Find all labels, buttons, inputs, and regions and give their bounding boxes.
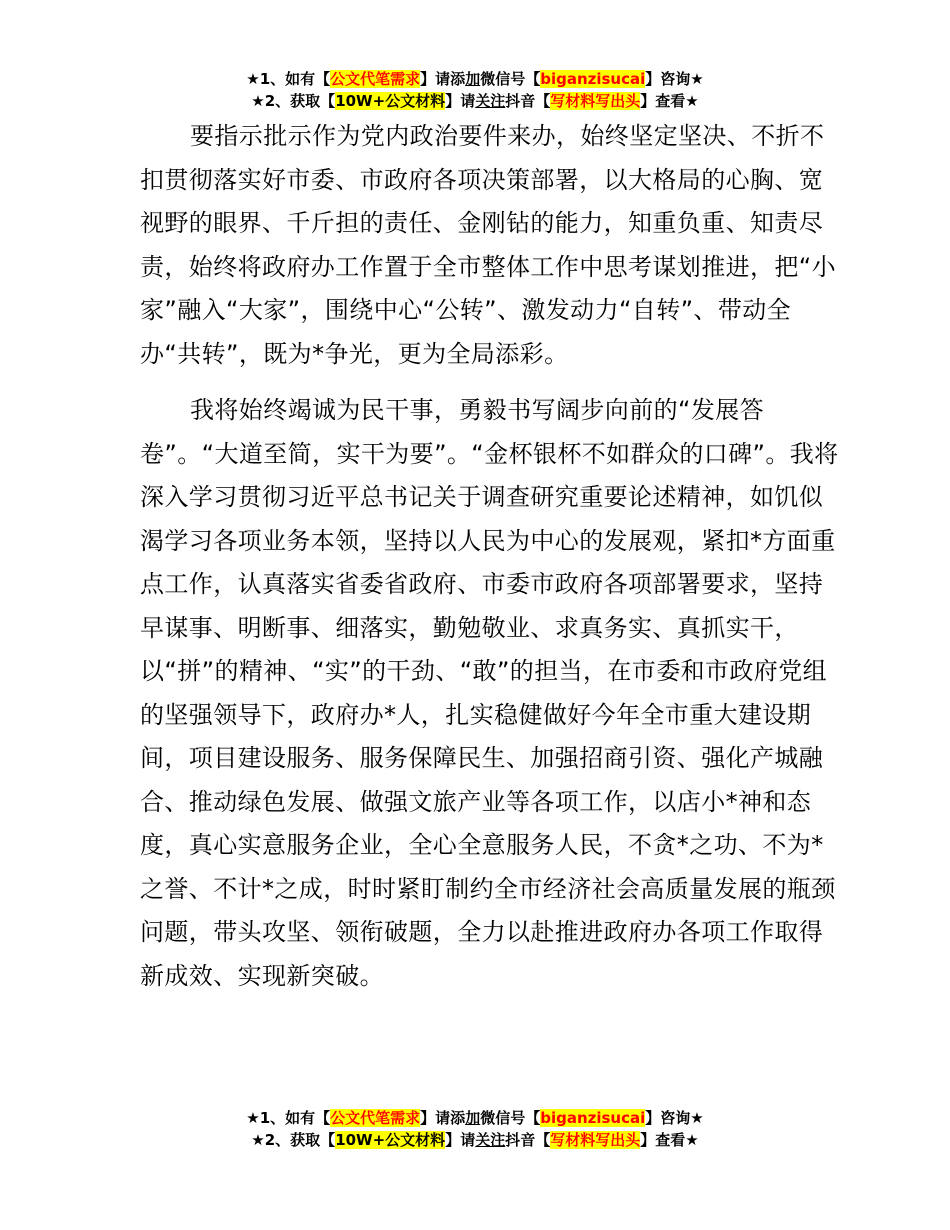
banner-line-2: [0, 90, 950, 112]
banner-highlight: biganzisucai: [540, 1109, 646, 1127]
banner-text: ★1、如有【: [246, 1109, 331, 1127]
banner-text: 抖音【: [505, 1131, 551, 1149]
banner-text: ★2、获取【: [251, 92, 336, 110]
banner-text: ★2、获取【: [251, 1131, 336, 1149]
banner-highlight: 公文代笔需求: [330, 70, 421, 88]
banner-line-1: [0, 68, 950, 90]
banner-text: 】咨询★: [645, 70, 704, 88]
banner-text: 加: [465, 70, 481, 88]
banner-text: 】请: [445, 92, 476, 110]
banner-text: 加: [465, 1109, 481, 1127]
banner-highlight: 10W+公文材料: [335, 92, 446, 110]
banner-highlight: 写材料写出头: [550, 1131, 641, 1149]
banner-highlight: 写材料写出头: [550, 92, 641, 110]
paragraph: 要指示批示作为党内政治要件来办，始终坚定坚决、不折不扣贯彻落实好市委、市政府各项决策部署，以大格局的心胸、宽视野的眼界、千斤担的责任、金刚钻的能力，知重负重、知责尽责，始终将政府办工作置于全市整体工作中思考谋划推进，把“小家”融入“大家”，围绕中心“公转”、激发动力“自转”、带动全办“共转”，既为*争光，更为全局添彩。: [140, 122, 837, 368]
body-section-1: [140, 115, 840, 376]
banner-text: 】查看★: [640, 1131, 699, 1149]
banner-text: 微信号【: [480, 70, 541, 88]
header-banner: [0, 68, 950, 112]
banner-text: 】请添: [420, 70, 466, 88]
banner-text: 】查看★: [640, 92, 699, 110]
banner-highlight: biganzisucai: [540, 70, 646, 88]
banner-text: 微信号【: [480, 1109, 541, 1127]
banner-highlight: 公文代笔需求: [330, 1109, 421, 1127]
banner-highlight: 10W+公文材料: [335, 1131, 446, 1149]
banner-line-2: [0, 1129, 950, 1151]
banner-text: 关注: [475, 92, 506, 110]
body-section-2: [140, 389, 840, 998]
banner-text: 】请: [445, 1131, 476, 1149]
banner-text: 】请添: [420, 1109, 466, 1127]
banner-text: ★1、如有【: [246, 70, 331, 88]
paragraph: 我将始终竭诚为民干事，勇毅书写阔步向前的“发展答卷”。“大道至简，实干为要”。“金杯银杯不如群众的口碑”。我将深入学习贯彻习近平总书记关于调查研究重要论述精神，如饥似渴学习各项业务本领，坚持以人民为中心的发展观，紧扣*方面重点工作，认真落实省委省政府、市委市政府各项部署要求，坚持早谋事、明断事、细落实，勤勉敬业、求真务实、真抓实干，以“拼”的精神、“实”的干劲、“敢”的担当，在市委和市政府党组的坚强领导下，政府办*人，扎实稳健做好今年全市重大建设期间，项目建设服务、服务保障民生、加强招商引资、强化产城融合、推动绿色发展、做强文旅产业等各项工作，以店小*神和态度，真心实意服务企业，全心全意服务人民，不贪*之功、不为*之誉、不计*之成，时时紧盯制约全市经济社会高质量发展的瓶颈问题，带头攻坚、领衔破题，全力以赴推进政府办各项工作取得新成效、实现新突破。: [140, 396, 839, 990]
banner-line-1: [0, 1107, 950, 1129]
banner-text: 抖音【: [505, 92, 551, 110]
footer-banner: [0, 1107, 950, 1151]
banner-text: 】咨询★: [645, 1109, 704, 1127]
banner-text: 关注: [475, 1131, 506, 1149]
